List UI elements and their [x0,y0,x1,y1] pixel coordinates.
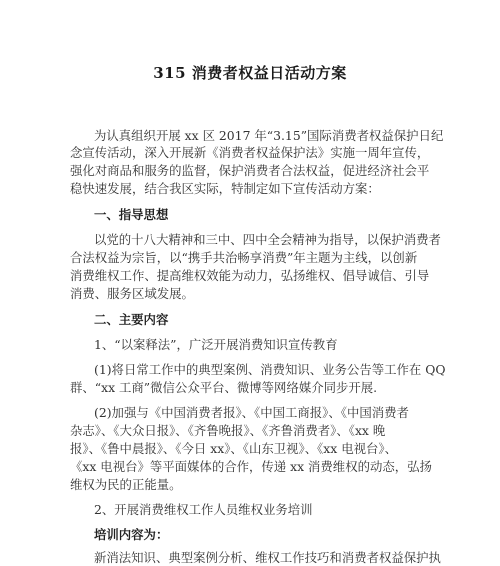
training-heading: 培训内容为： [94,527,169,542]
item1-sub2-line: (2)加强与《中国消费者报》、《中国工商报》、《中国消费者 [94,405,409,420]
intro-line: 强化对商品和服务的监督，保护消费者合法权益，促进经济社会平 [70,163,430,178]
training-line: 新消法知识、典型案例分析、维权工作技巧和消费者权益保护执 [94,550,441,565]
item1-sub2-line: 杂志》、《大众日报》、《齐鲁晚报》、《齐鲁消费者》、《xx 晚 [70,423,386,438]
item1-sub2-line: 维权为民的正能量。 [70,477,182,492]
item1-sub2-line: 报》、《鲁中晨报》、《今日 xx》、《山东卫视》、《xx 电视台》、 [70,441,397,456]
item1-sub1-line: (1)将日常工作中的典型案例、消费知识、业务公告等工作在 QQ [94,362,446,377]
intro-line: 稳快速发展，结合我区实际，特制定如下宣传活动方案： [70,181,380,196]
intro-line: 念宣传活动，深入开展新《消费者权益保护法》实施一周年宣传， [70,145,430,160]
section1-line: 消费、服务区域发展。 [70,286,194,301]
section-heading-guiding-ideology: 一、指导思想 [94,207,169,222]
item1-heading: 1、“以案释法”，广泛开展消费知识宣传教育 [94,337,338,352]
section1-line: 消费维权工作、提高维权效能为动力，弘扬维权、倡导诚信、引导 [70,268,430,283]
section1-line: 以党的十八大精神和三中、四中全会精神为指导，以保护消费者 [94,232,441,247]
intro-line: 为认真组织开展 xx 区 2017 年“3.15”国际消费者权益保护日纪 [94,128,444,143]
item1-sub2-line: 《xx 电视台》等平面媒体的合作，传递 xx 消费维权的动态，弘扬 [70,459,432,474]
item1-sub1-line: 群、“xx 工商”微信公众平台、微博等网络媒介同步开展. [70,380,378,395]
document-title: 315 消费者权益日活动方案 [153,64,347,82]
item2-heading: 2、开展消费维权工作人员维权业务培训 [94,502,313,517]
section-heading-main-content: 二、主要内容 [94,312,169,327]
section1-line: 合法权益为宗旨，以“携手共治畅享消费”年主题为主线，以创新 [70,250,418,265]
